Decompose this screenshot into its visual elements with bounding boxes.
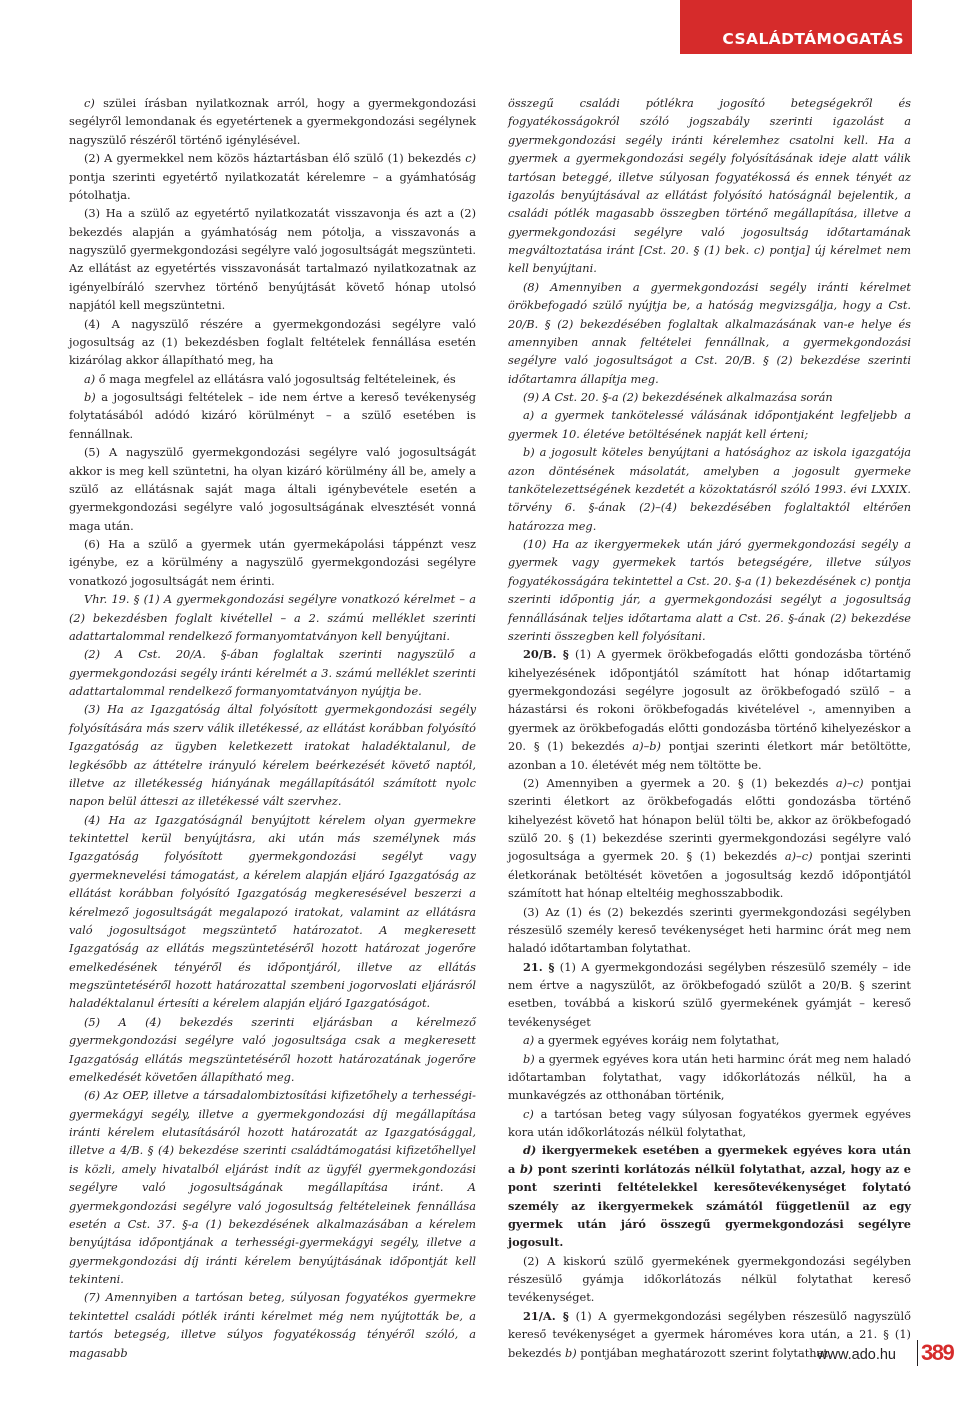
text-run: pont szerinti korlátozás nélkül folytathat, azzal, hogy az e pont szerinti feltételekkel keresőtevékenységet folytató személy az ikergyermekek számától függetlenül az egy gyermek után járó összegű gyermekgondozási segélyre jogosult.	[508, 1161, 911, 1250]
text-run: d)	[523, 1143, 537, 1158]
paragraph	[508, 388, 911, 406]
text-run: pontjai szerinti életkort már betöltötte, azonban a 10. életévét még nem töltötte be.	[508, 739, 911, 772]
text-run: a) a gyermek tankötelessé válásának időpontjaként legfeljebb a gyermek 10. életéve betöltésének napját kell érteni;	[508, 408, 911, 441]
text-run: 20/B. §	[523, 647, 569, 662]
text-run: (1) A gyermekgondozási segélyben részesülő személy – ide nem értve a nagyszülőt, az örökbefogadó szülőt a 20/B. § szerint esetben, továbbá a kiskorú szülő gyermekének gyámját – kereső tevékenységet	[508, 959, 911, 1029]
footer-divider	[917, 1340, 918, 1366]
paragraph	[508, 278, 911, 388]
paragraph	[69, 1288, 476, 1362]
text-run: b)	[84, 390, 96, 404]
text-run: összegű családi pótlékra jogosító betegségekről és fogyatékosságokról szóló jogszabály szerinti igazolást a gyermekgondozási segély iránti kérelemhez csatolni kell. Ha a gyermek a gyermekgondozási segély folyósításának ideje alatt válik tartósan beteggé, illetve súlyosan fogyatékossá és ennek tényét az igazolás benyújtásával az ellátást folyósító hatóságnál bejelentik, a családi pótlék magasabb összegben történő megállapítása, illetve a gyermekgondozási segélyre való jogosultság időtartamának megváltoztatása iránt [Cst. 20. § (1) bek. c) pontja] új kérelmet nem kell benyújtani.	[508, 96, 911, 276]
text-run: b)	[564, 1345, 577, 1360]
paragraph	[69, 1013, 476, 1087]
left-column	[69, 94, 476, 1362]
text-run: (2) A kiskorú szülő gyermekének gyermekgondozási segélyben részesülő gyámja időkorlátozás nélkül folytathat kereső tevékenységet.	[508, 1253, 911, 1305]
text-run: (10) Ha az ikergyermekek után járó gyermekgondozási segély a gyermek vagy gyermekek tartós betegségére, illetve súlyos fogyatékosságára tekintettel a Cst. 20. §-a (1) bekezdésének c) pontja szerinti időpontig jár, a gyermekgondozási segélyt a jogosultság fennállásának teljes időtartama alatt a Cst. 26. §-ának (2) bekezdése szerinti összegben kell folyósítani.	[508, 537, 911, 643]
paragraph	[69, 149, 476, 204]
text-run: a tartósan beteg vagy súlyosan fogyatékos gyermek egyéves kora után időkorlátozás nélkül folytathat,	[508, 1106, 911, 1139]
text-run: (5) A nagyszülő gyermekgondozási segélyre való jogosultságát akkor is meg kell szüntetni, ha olyan kizáró körülmény áll be, amely a szülő az ellátásnak saját maga általi igénybevétele esetén a gyermekgondozási segélyre való jogosultságának elvesztését vonná maga után.	[69, 445, 476, 533]
paragraph	[69, 388, 476, 443]
paragraph	[69, 811, 476, 1013]
text-run: 21/A. §	[523, 1308, 569, 1323]
paragraph	[69, 1086, 476, 1288]
text-run: b) a jogosult köteles benyújtani a hatósághoz az iskola igazgatója azon döntésének másolatát, amelyben a jogosult gyermeke tankötelezettségének kezdetét a közoktatásról szóló 1993. évi LXXIX. törvény 6. §-ának (2)–(4) bekezdésében foglaltaktól eltérően határozza meg.	[508, 445, 911, 533]
text-run: ő maga megfelel az ellátásra való jogosultság feltételeinek, és	[95, 371, 456, 386]
paragraph	[508, 903, 911, 958]
text-run: Vhr. 19. § (1) A gyermekgondozási segélyre vonatkozó kérelmet – a (2) bekezdésben foglalt kivétellel – a 2. számú melléklet szerinti adattartalommal rendelkező formanyomtatványon kell benyújtani.	[69, 592, 476, 643]
paragraph	[508, 406, 911, 443]
text-run: (9) A Cst. 20. §-a (2) bekezdésének alkalmazása során	[523, 390, 833, 404]
page-number: 389	[921, 1340, 954, 1365]
text-run: (3) Ha az Igazgatóság által folyósított gyermekgondozási segély folyósítására más szerv válik illetékessé, az ellátást korábban folyósító Igazgatóság az ügyben keletkezett iratokat haladéktalanul, de legkésőbb az áttételre irányuló kérelem beérkezését követő naptól, illetve az illetékesség hiányának megállapításától számított nyolc napon belül átteszi az illetékessé vált szervhez.	[69, 702, 476, 809]
text-run: (2) Amennyiben a gyermek a 20. § (1) bekezdés	[523, 775, 836, 790]
text-run: ikergyermekek esetében a gyermekek egyéves kora után a	[508, 1143, 911, 1176]
text-run: (4) Ha az Igazgatóságnál benyújtott kérelem olyan gyermekre tekintettel kerül benyújtásra, aki után más személynek más Igazgatóság folyósított gyermekgondozási segélyt vagy gyermeknevelési támogatást, a kérelem alapján eljáró Igazgatóság az ellátást korábban folyósító Igazgatóság megkeresésével beszerzi a kérelmező jogosultságát megalapozó iratokat, valamint az ellátásra való jogosultságot megszüntető határozatot. A megkeresett Igazgatóság az ellátás megszüntetéséről hozott határozat jogerőre emelkedésének tényéről és időpontjáról, illetve az ellátás megszüntetéséről hozott határozattal szembeni jogorvoslati eljárásról haladéktalanul értesíti a kérelem alapján eljáró Igazgatóságot.	[69, 812, 476, 1011]
text-run: a)–c)	[835, 775, 864, 790]
paragraph	[508, 774, 911, 903]
paragraph	[508, 94, 911, 278]
paragraph	[508, 443, 911, 535]
page-header	[0, 0, 960, 54]
text-run: c)	[523, 1106, 534, 1121]
paragraph	[508, 1031, 911, 1049]
text-run: a)	[84, 371, 96, 386]
paragraph	[508, 645, 911, 774]
right-column	[508, 94, 911, 1362]
paragraph	[508, 958, 911, 1032]
text-run: a)–b)	[632, 739, 661, 754]
paragraph	[508, 535, 911, 645]
text-run: a gyermek egyéves koráig nem folytathat,	[534, 1033, 780, 1048]
text-run: b)	[519, 1161, 534, 1176]
text-run: pontjai szerinti életkort az örökbefogadás előtti gondozásba történő kihelyezést követő hat hónapon belül tölti be, akkor az örökbefogadó szülő 20. § (1) bekezdése szerinti gyermekgondozási segélyre való jogosultsága a gyermek 20. § (1) bekezdés	[508, 775, 911, 864]
text-run: 21. §	[523, 959, 555, 974]
section-title-box	[680, 0, 912, 54]
text-run: (4) A nagyszülő részére a gyermekgondozási segélyre való jogosultság az (1) bekezdésben foglalt feltételek fennállása esetén kizárólag akkor állapítható meg, ha	[69, 316, 476, 368]
paragraph	[69, 443, 476, 535]
paragraph	[69, 315, 476, 370]
paragraph	[69, 535, 476, 590]
text-run: c)	[84, 96, 95, 110]
text-run: (2) A gyermekkel nem közös háztartásban élő szülő (1) bekezdés	[84, 151, 466, 166]
text-run: pontja szerinti egyetértő nyilatkozatát kérelemre – a gyámhatóság pótolhatja.	[69, 169, 476, 202]
footer-site[interactable]: www.ado.hu	[817, 1347, 896, 1363]
paragraph	[508, 1105, 911, 1142]
text-run: (6) Az OEP, illetve a társadalombiztosítási kifizetőhely a terhességi-gyermekágyi segély, illetve a gyermekgondozási díj megállapítása iránti kérelem elutasításáról hozott határozatát az Igazgatósággal, illetve a 4/B. § (4) bekezdése szerinti családtámogatási kifizetőhellyel is közli, amely hivatalból eljárást indít az ügyfél gyermekgondozási segélyre való jogosultságának megállapítása iránt. A gyermekgondozási segélyre való jogosultság feltételeinek fennállása esetén a Cst. 37. §-a (1) bekezdésének alkalmazásában a kérelem benyújtása időpontjának a terhességi-gyermekágyi segély, illetve a gyermekgondozási díj iránti kérelem benyújtásának időpontját kell tekinteni.	[69, 1088, 476, 1286]
paragraph	[508, 1252, 911, 1307]
text-run: (2) A Cst. 20/A. §-ában foglaltak szerinti nagyszülő a gyermekgondozási segély iránti kérelmét a 3. számú melléklet szerinti adattartalommal rendelkező formanyomtatványon nyújtja be.	[69, 647, 476, 698]
text-run: a gyermek egyéves kora után heti harminc órát meg nem haladó időtartamban folytathat, vagy időkorlátozás nélkül, ha a munkavégzés az otthonában történik,	[508, 1051, 911, 1103]
paragraph	[508, 1141, 911, 1251]
text-run: pontjában meghatározott szerint folytathat.	[576, 1345, 832, 1360]
paragraph	[69, 700, 476, 810]
text-run: (1) A gyermek örökbefogadás előtti gondozásba történő kihelyezésének időpontjától számított hat hónap időtartamig gyermekgondozási segélyre jogosult az örökbefogadó szülő – a házastársi és rokoni örökbefogadás kivételével -, amennyiben a gyermek az örökbefogadás előtti gondozásba történő kihelyezéskor a 20. § (1) bekezdés	[508, 647, 911, 754]
text-run: b)	[523, 1051, 535, 1066]
paragraph	[69, 590, 476, 645]
text-run: pontjai szerinti életkorának betöltését követően a jogosultság kezdő időpontjától számított hat hónap elteltéig meghosszabbodik.	[508, 849, 911, 901]
paragraph	[508, 1050, 911, 1105]
text-run: (1) A gyermekgondozási segélyben részesülő nagyszülő kereső tevékenységet a gyermek hároméves kora után, a 21. § (1) bekezdés	[508, 1308, 911, 1360]
paragraph	[69, 370, 476, 388]
paragraph	[69, 645, 476, 700]
text-run: a jogosultsági feltételek – ide nem értve a kereső tevékenység folytatásából adódó kizáró körülményt – a szülő esetében is fennállnak.	[69, 390, 476, 441]
text-run: (3) Ha a szülő az egyetértő nyilatkozatát visszavonja és azt a (2) bekezdés alapján a gyámhatóság nem pótolja, a visszavonás a nagyszülő gyermekgondozási segélyre való jogosultságát megszünteti. Az ellátást az egyetértés visszavonását tartalmazó nyilatkozatnak az igényelbíráló szervhez történő benyújtását követő hónap utolsó napjától kell megszüntetni.	[69, 206, 476, 313]
paragraph	[69, 204, 476, 314]
text-run: (3) Az (1) és (2) bekezdés szerinti gyermekgondozási segélyben részesülő személy kereső tevékenységet heti harminc órát meg nem haladó időtartamban folytathat.	[508, 904, 911, 956]
section-title: CSALÁDTÁMOGATÁS	[722, 30, 904, 48]
text-run: a)	[523, 1033, 535, 1048]
text-run: c)	[465, 151, 476, 166]
text-run: (5) A (4) bekezdés szerinti eljárásban a kérelmező gyermekgondozási segélyre való jogosultsága csak a megkeresett Igazgatóság ellátás megszüntetéséről hozott határozatának jogerőre emelkedését követően állapítható meg.	[69, 1014, 476, 1084]
text-run: (7) Amennyiben a tartósan beteg, súlyosan fogyatékos gyermekre tekintettel családi pótlék iránti kérelmet még nem nyújtották be, a tartós betegség, illetve súlyos fogyatékosság tényéről szóló, a magasabb	[69, 1290, 476, 1360]
paragraph	[69, 94, 476, 149]
text-run: szülei írásban nyilatkoznak arról, hogy a gyermekgondozási segélyről lemondanak és egyetértenek a gyermekgondozási segélynek nagyszülő részéről történő igénylésével.	[69, 96, 476, 147]
text-run: (8) Amennyiben a gyermekgondozási segély iránti kérelmet örökbefogadó szülő nyújtja be, a hatóság megvizsgálja, hogy a Cst. 20/B. § (2) bekezdésében foglaltak alkalmazásának van-e helye és amennyiben annak feltételei fennállnak, a gyermekgondozási segélyre való jogosultságot a Cst. 20/B. § (2) bekezdése szerinti időtartamra állapítja meg.	[508, 279, 911, 386]
text-run: a)–c)	[784, 849, 813, 864]
text-run: (6) Ha a szülő a gyermek után gyermekápolási táppénzt vesz igénybe, ez a körülmény a nagyszülő gyermekgondozási segélyre vonatkozó jogosultságát nem érinti.	[69, 537, 476, 588]
